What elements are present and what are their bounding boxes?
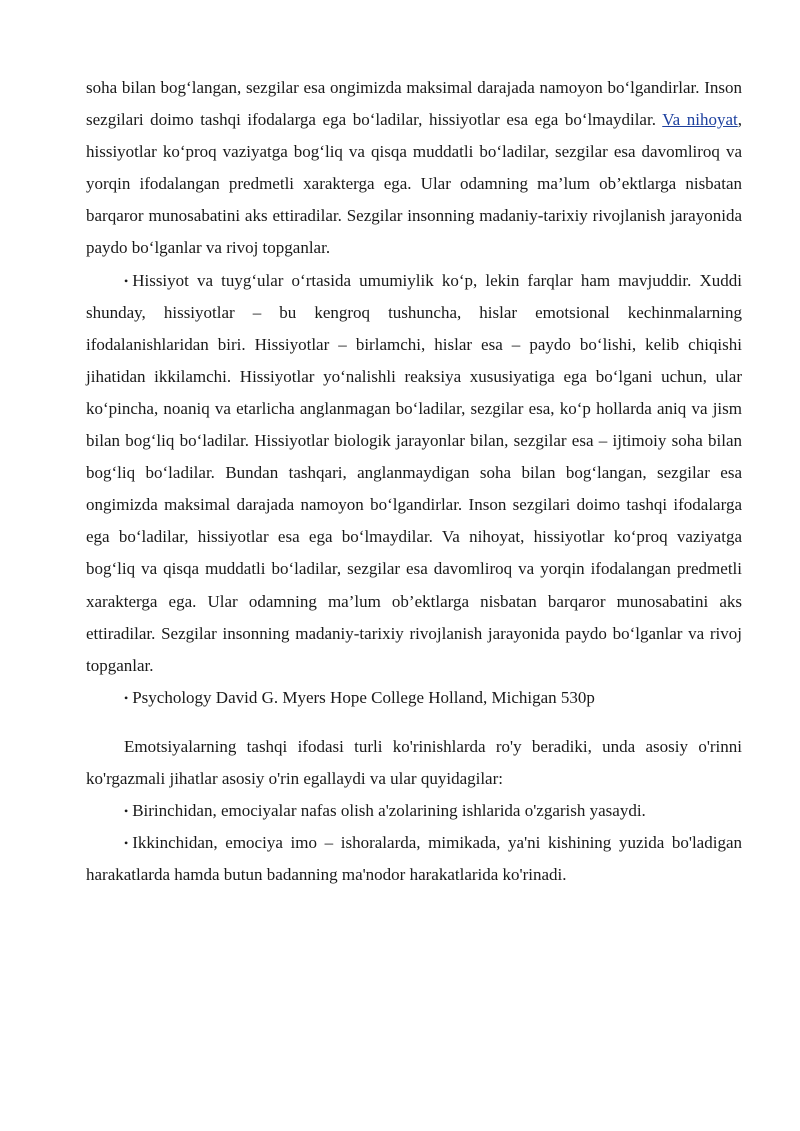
bullet-icon: •	[124, 836, 129, 851]
paragraph-emotsiyalar: Emotsiyalarning tashqi ifodasi turli ko'rinishlarda ro'y beradiki, unda asosiy o'rinni ko'rgazmali jihatlar asosiy o'rin egallaydi va ular quyidagilar:	[86, 736, 742, 788]
reference-text: Psychology David G. Myers Hope College Holland, Michigan 530p	[132, 687, 595, 707]
va-nihoyat-link[interactable]: Va nihoyat	[662, 110, 738, 130]
bullet-paragraph-birinchidan	[86, 795, 742, 827]
bullet-icon: •	[124, 690, 129, 705]
paragraph-continuation	[86, 72, 742, 265]
bullet-icon: •	[124, 804, 129, 819]
bullet-text: Ikkinchidan, emociya imo – ishoralarda, mimikada, ya'ni kishining yuzida bo'ladigan harakatlarda hamda butun badanning ma'nodor harakatlarida ko'rinadi.	[86, 833, 742, 885]
paragraph-text-before-link: soha bilan bog‘langan, sezgilar esa ongimizda maksimal darajada namoyon bo‘lgandirlar. Inson sezgilari doimo tashqi ifodalarga ega bo‘ladilar, hissiyotlar esa ega bo‘lmaydilar.	[86, 78, 742, 130]
bullet-text: Birinchidan, emociyalar nafas olish a'zolarining ishlarida o'zgarish yasaydi.	[132, 801, 646, 821]
bullet-paragraph-reference	[86, 682, 742, 714]
paragraph-gap	[86, 714, 742, 731]
bullet-text: Hissiyot va tuyg‘ular o‘rtasida umumiylik ko‘p, lekin farqlar ham mavjuddir. Xuddi shunday, hissiyotlar – bu kengroq tushuncha, hislar emotsional kechinmalarning ifodalanishlaridan biri. Hissiyotlar – birlamchi, hislar esa – paydo bo‘lishi, kelib chiqishi jihatidan ikkilamchi. Hissiyotlar yo‘nalishli reaksiya xususiyatiga ega bo‘lgani uchun, ular ko‘pincha, noaniq va etarlicha anglanmagan bo‘ladilar, sezgilar esa, ko‘p hollarda aniq va jism bilan bog‘liq bo‘ladilar. Hissiyotlar biologik jarayonlar bilan, sezgilar esa – ijtimoiy soha bilan bog‘liq bo‘ladilar. Bundan tashqari, anglanmaydigan soha bilan bog‘langan, sezgilar esa ongimizda maksimal darajada namoyon bo‘lgandirlar. Inson sezgilari doimo tashqi ifodalarga ega bo‘ladilar, hissiyotlar esa ega bo‘lmaydilar. Va nihoyat, hissiyotlar ko‘proq vaziyatga bog‘liq va qisqa muddatli bo‘ladilar, sezgilar esa davomliroq va yorqin ifodalangan predmetli xarakterga ega. Ular odamning ma’lum ob’ektlarga nisbatan barqaror munosabatini aks ettiradilar. Sezgilar insonning madaniy-tarixiy rivojlanish jarayonida paydo bo‘lganlar va rivoj topganlar.	[86, 270, 742, 675]
document-page	[86, 72, 742, 891]
bullet-paragraph-hissiyot	[86, 265, 742, 682]
bullet-icon: •	[124, 273, 129, 288]
paragraph-text-after-link: , hissiyotlar ko‘proq vaziyatga bog‘liq va qisqa muddatli bo‘ladilar, sezgilar esa davomliroq va yorqin ifodalangan predmetli xarakterga ega. Ular odamning ma’lum ob’ektlarga nisbatan barqaror munosabatini aks ettiradilar. Sezgilar insonning madaniy-tarixiy rivojlanish jarayonida paydo bo‘lganlar va rivoj topganlar.	[86, 110, 742, 258]
bullet-paragraph-ikkinchidan	[86, 827, 742, 891]
